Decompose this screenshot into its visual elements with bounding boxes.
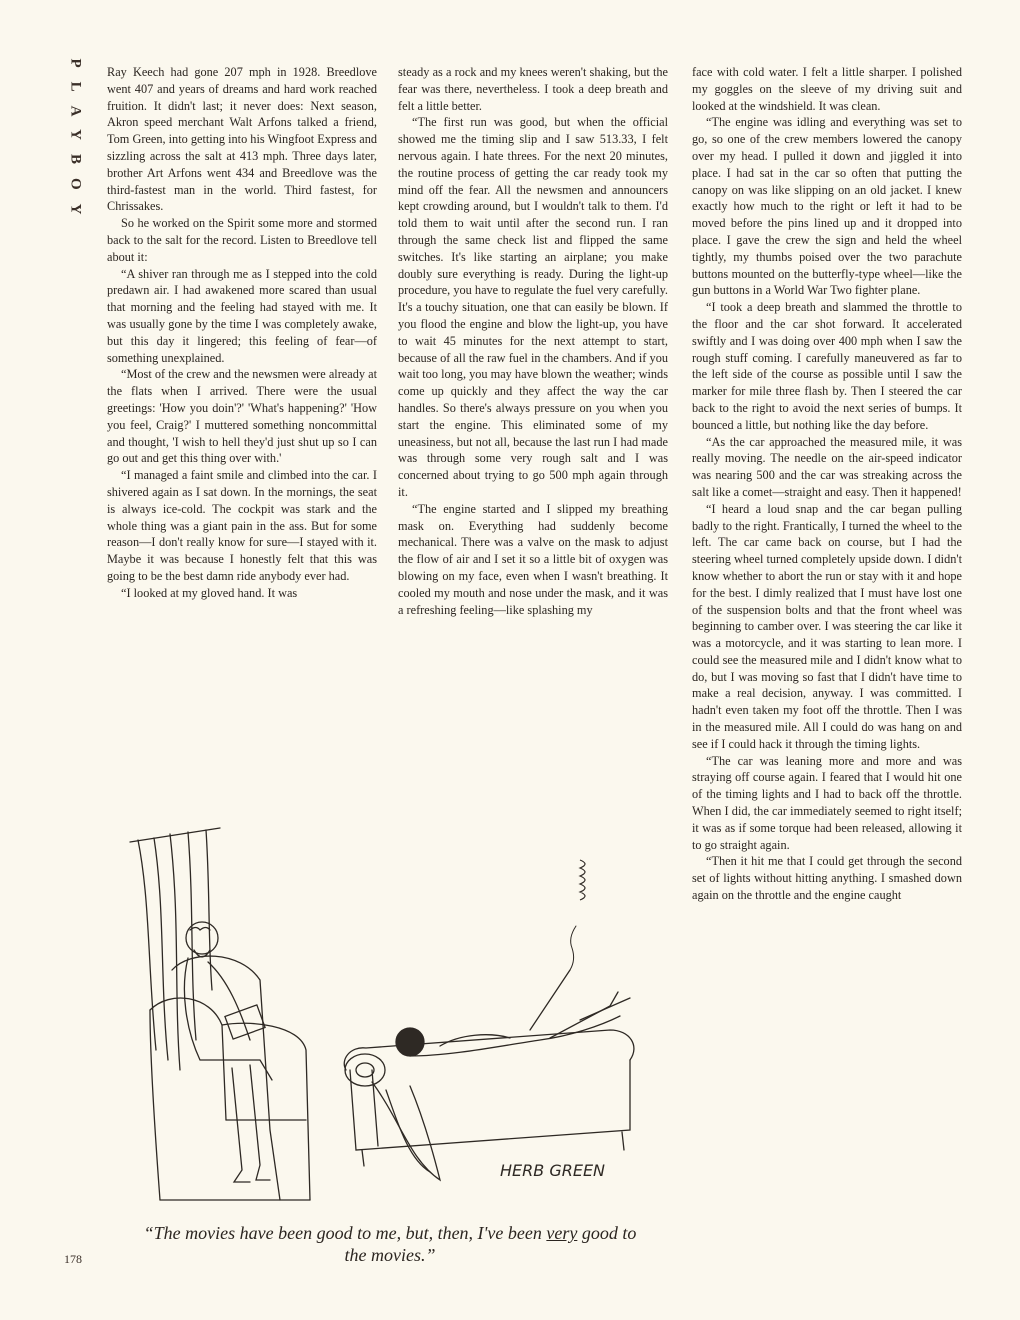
magazine-name: PLAYBOY (67, 58, 84, 228)
paragraph: So he worked on the Spirit some more and stormed back to the salt for the record. Listen to Breedlove tell about it: (107, 216, 377, 264)
cartoon-illustration (110, 820, 670, 1220)
caption-text-start: “The movies have been good to me, but, then, I've been (143, 1223, 547, 1243)
caption-text-end: good to the movies.” (344, 1223, 637, 1265)
paragraph: Ray Keech had gone 207 mph in 1928. Breedlove went 407 and years of dreams and hard work reached fruition. It didn't last; it never does: Next season, Akron speed merchant Walt Arfons talked a friend, Tom Green, into getting into his Wingfoot Express and sizzling across the salt at 413 mph. Three days later, brother Art Arfons went 434 and Breedlove was the third-fastest man in the world. Third fastest, for Chrissakes. (107, 65, 377, 214)
cartoon-caption (140, 1222, 640, 1266)
paragraph: “The engine started and I slipped my breathing mask on. Everything had suddenly become mechanical. There was a valve on the mask to adjust the flow of air and I set it so a little bit of oxygen was blowing on my face, even when I wasn't breathing. It cooled my mouth and nose under the mask, and it was a refreshing feeling—like splashing my (398, 501, 668, 617)
paragraph: “A shiver ran through me as I stepped into the cold predawn air. I had awakened more scared than usual that morning and the feeling had stayed with me. It was usually gone by the time I was completely awake, but this day it lingered; this feeling of fear—of something unexplained. (107, 266, 377, 365)
paragraph: “I managed a faint smile and climbed into the car. I shivered again as I sat down. In the mornings, the seat is always ice-cold. The cockpit was stark and the whole thing was a giant pain in the ass. But for some reason—I don't really know for sure—I stayed with it. Maybe it was because I honestly felt that this was going to be the best damn ride anybody ever had. (107, 468, 377, 583)
cartoon-drawing (110, 820, 670, 1220)
paragraph: “The engine was idling and everything was set to go, so one of the crew members lowered the canopy over my head. I pulled it down and jiggled it into place. I had sat in the car so often that putting the canopy on was like slipping on an old jacket. I knew exactly how much to the right or left it had to be moved before the pins lined up and it dropped into place. I gave the crew the sign and held the wheel tightly, my thumbs poised over the two parachute buttons mounted on the butterfly-type wheel—like the gun buttons in a World War Two fighter plane. (692, 115, 962, 298)
paragraph: steady as a rock and my knees weren't shaking, but the fear was there, nevertheless. I took a deep breath and felt a little better. (398, 65, 668, 113)
paragraph: “Most of the crew and the newsmen were already at the flats when I arrived. There were the usual greetings: 'How you doin'?' 'What's happening?' 'How you feel, Craig?' I muttered something noncommittal and thought, 'I wish to hell they'd just shut up so I can go out and get this thing over with.' (107, 367, 377, 466)
paragraph: “The car was leaning more and more and was straying off course again. I feared that I would hit one of the timing lights and I had to back off the throttle. When I did, the car immediately seemed to right itself; it was as if some torque had been released, allowing it to go straight again. (692, 753, 962, 852)
paragraph: “Then it hit me that I could get through the second set of lights without hitting anything. I smashed down again on the throttle and the engine caught (692, 854, 962, 903)
text-column-2 (398, 64, 668, 618)
paragraph: “The first run was good, but when the official showed me the timing slip and I saw 513.33, I felt nervous again. I hate threes. For the next 20 minutes, the routine process of getting the car ready took my mind off the fear. All the newsmen and announcers kept crowding around, but I wouldn't talk to them. I'd told them to wait until after the second run. I ran through the same check list and flipped the same switches. It's like starting an airplane; you make doubly sure everything is ready. During the light-up procedure, you have to regulate the fuel very carefully. It's a touchy situation, one that can easily be blown. If you flood the engine and blow the light-up, you have to wait 45 minutes for the next attempt to start, because of all the raw fuel in the chambers. And if you wait too long, you may have blown the weather; winds come up quickly and they affect the way the car handles. So there's always pressure on you when you start the engine. This eliminated some of my uneasiness, but not all, because the last run I had made was through some very rough salt and I was concerned about trying to go 500 mph again through it. (398, 115, 668, 499)
paragraph: “As the car approached the measured mile, it was really moving. The needle on the air-speed indicator was nearing 500 and the car was streaking across the salt like a comet—straight and easy. Then it happened! (692, 434, 962, 499)
paragraph: “I looked at my gloved hand. It was (121, 585, 298, 600)
paragraph: “I heard a loud snap and the car began pulling badly to the right. Frantically, I turned the wheel to the left. The car came back on course, but I had the steering wheel turned completely upside down. I didn't know whether to abort the run or stay with it and hope for the best. I dimly realized that I must have lost one of the suspension bolts and that the front wheel was beginning to camber over. I was steering the car like it was a motorcycle, and it was starting to lean more. I could see the measured mile and I didn't know what to do, but I was moving so fast that I didn't have time to make a real decision, anyway. I was committed. I hadn't even taken my foot off the throttle. Then I was in the measured mile. All I could do was hang on and see if I could hack it through the timing lights. (692, 501, 962, 751)
page-number: 178 (64, 1252, 82, 1266)
paragraph: face with cold water. I felt a little sharper. I polished my goggles on the sleeve of my driving suit and looked at the windshield. It was clean. (692, 65, 962, 113)
magazine-spine-title (62, 58, 88, 228)
cartoon-signature: HERB GREEN (500, 1161, 606, 1180)
text-column-1 (107, 64, 377, 602)
text-column-3 (692, 64, 962, 904)
caption-emphasis: very (546, 1223, 578, 1243)
paragraph: “I took a deep breath and slammed the throttle to the floor and the car shot forward. It accelerated swiftly and I was doing over 400 mph when I saw the rough stuff coming. I carefully maneuvered as far to the left side of the course as possible until I saw the marker for mile three flash by. Then I steered the car back to the right to avoid the next series of bumps. It bounced a little, but nothing like the day before. (692, 300, 962, 432)
